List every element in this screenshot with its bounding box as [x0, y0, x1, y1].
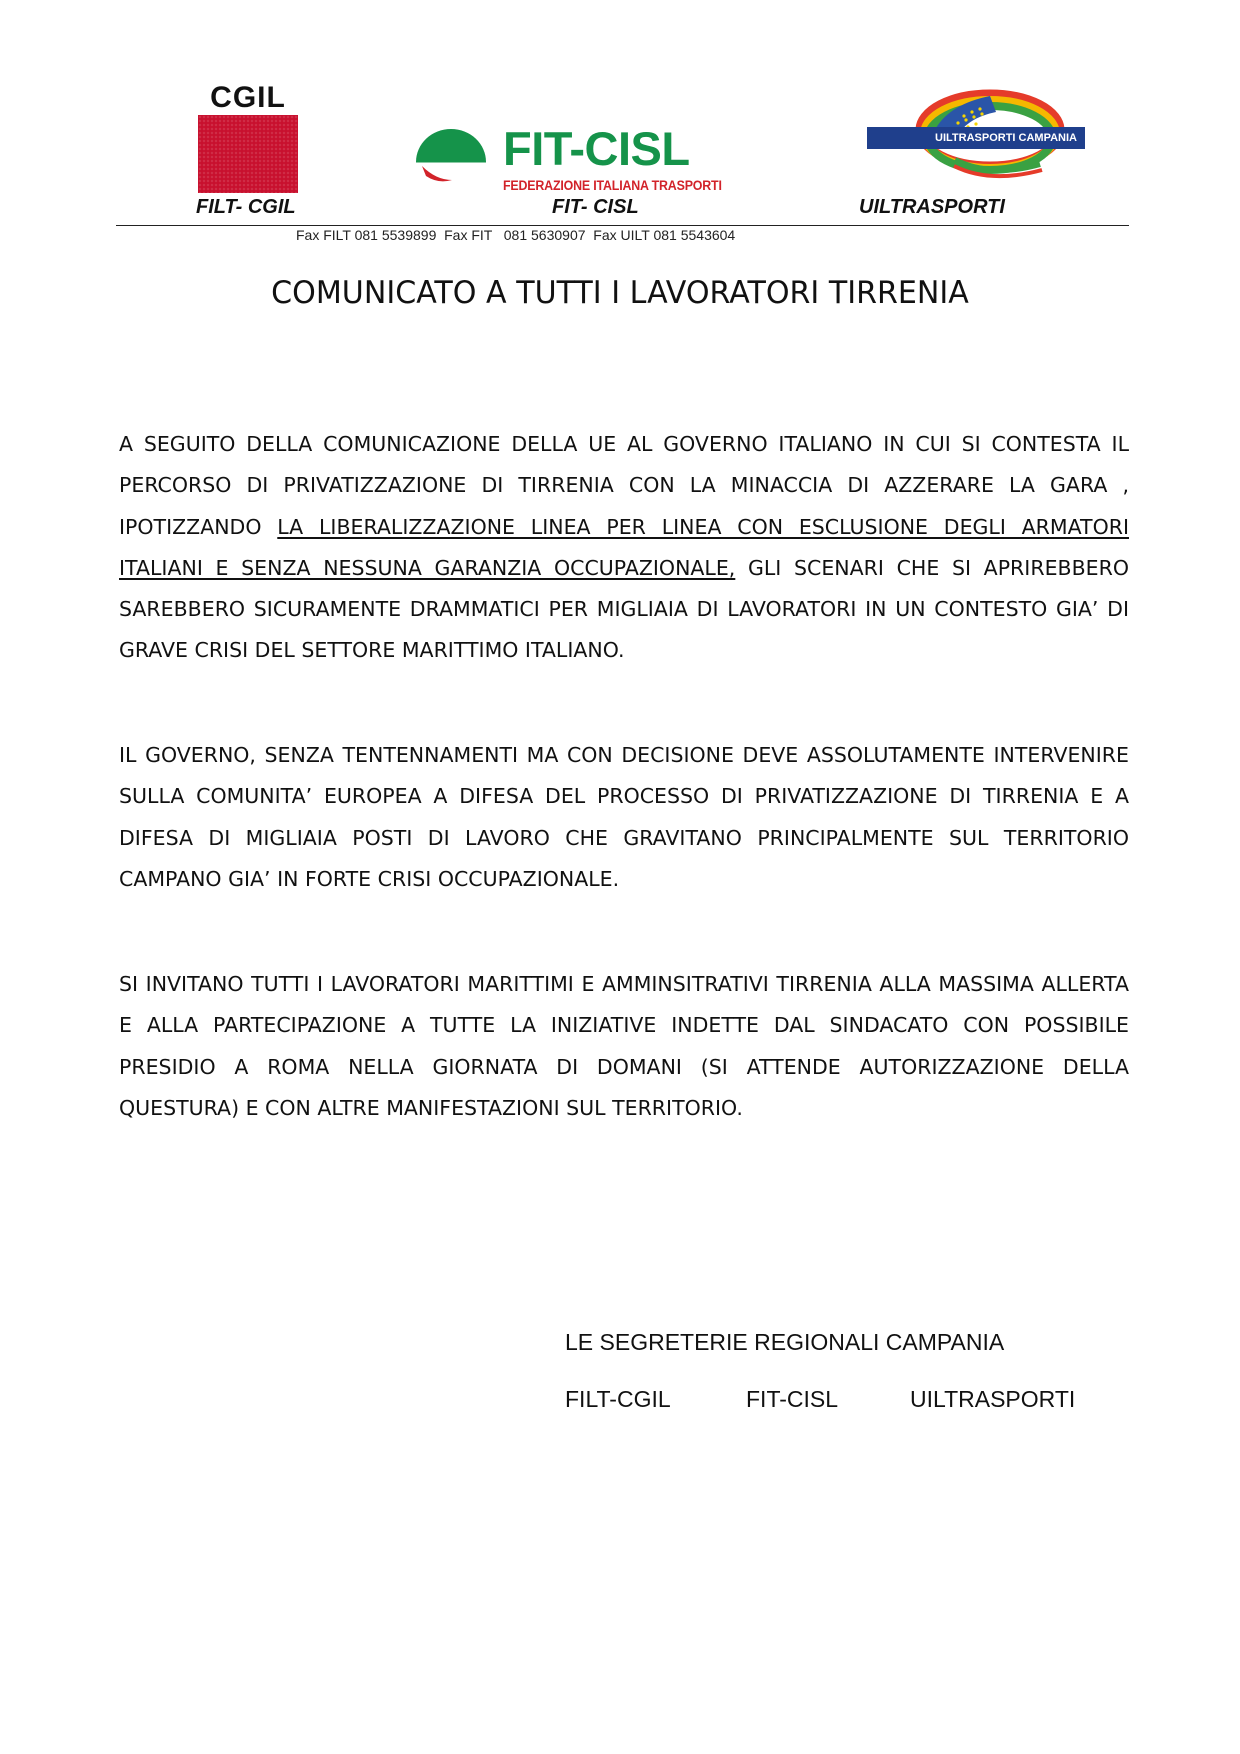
caption-filt-cgil: FILT- CGIL	[196, 196, 296, 218]
paragraph-1	[119, 424, 1129, 672]
cisl-logo-subtitle: FEDERAZIONE ITALIANA TRASPORTI	[503, 178, 722, 193]
paragraph-1-text-a: A SEGUITO DELLA COMUNICAZIONE DELLA UE AL GOVERNO ITALIANO IN CUI SI CONTESTA IL PERCORSO DI PRIVATIZZAZIONE DI TIRRENIA CON LA MINACCIA DI AZZERARE LA GARA , IPOTIZZANDO	[119, 432, 1129, 539]
signature-union-uiltrasporti: UILTRASPORTI	[910, 1386, 1076, 1412]
paragraph-2: IL GOVERNO, SENZA TENTENNAMENTI MA CON DECISIONE DEVE ASSOLUTAMENTE INTERVENIRE SULLA COMUNITA’ EUROPEA A DIFESA DEL PROCESSO DI PRIVATIZZAZIONE DI TIRRENIA E A DIFESA DI MIGLIAIA POSTI DI LAVORO CHE GRAVITANO PRINCIPALMENTE SUL TERRITORIO CAMPANO GIA’ IN FORTE CRISI OCCUPAZIONALE.	[119, 743, 1129, 891]
signature-union-filt-cgil: FILT-CGIL	[565, 1386, 671, 1412]
cisl-logo-text: FIT-CISL	[503, 122, 690, 175]
cisl-logo-emblem	[412, 118, 490, 188]
paragraph-3: SI INVITANO TUTTI I LAVORATORI MARITTIMI E AMMINSITRATIVI TIRRENIA ALLA MASSIMA ALLERTA E ALLA PARTECIPAZIONE A TUTTE LA INIZIATIVE INDETTE DAL SINDACATO CON POSSIBILE PRESIDIO A ROMA NELLA GIORNATA DI DOMANI (SI ATTENDE AUTORIZZAZIONE DELLA QUESTURA) E CON ALTRE MANIFESTAZIONI SUL TERRITORIO.	[119, 972, 1129, 1120]
cgil-logo-text: CGIL	[210, 81, 286, 114]
paragraph-1-text-b: GLI SCENARI CHE SI APRIREBBERO SAREBBERO SICURAMENTE DRAMMATICI PER MIGLIAIA DI LAVORATORI IN UN CONTESTO GIA’ DI GRAVE CRISI DEL SETTORE MARITTIMO ITALIANO.	[119, 555, 1129, 663]
signature-title: LE SEGRETERIE REGIONALI CAMPANIA	[565, 1329, 1005, 1355]
document-title: COMUNICATO A TUTTI I LAVORATORI TIRRENIA	[271, 275, 969, 311]
paragraph-1-underlined: LA LIBERALIZZAZIONE LINEA PER LINEA CON ESCLUSIONE DEGLI ARMATORI ITALIANI E SENZA NESSUNA GARANZIA OCCUPAZIONALE,	[119, 514, 1129, 580]
fax-numbers: Fax FILT 081 5539899 Fax FIT 081 5630907 Fax UILT 081 5543604	[296, 227, 736, 243]
caption-uiltrasporti: UILTRASPORTI	[859, 196, 1005, 218]
signature-union-fit-cisl: FIT-CISL	[746, 1386, 839, 1412]
header-divider	[116, 225, 1129, 226]
caption-fit-cisl: FIT- CISL	[552, 196, 639, 218]
uilt-logo-text: UILTRASPORTI CAMPANIA	[867, 127, 1085, 149]
cgil-logo-square	[198, 115, 298, 193]
